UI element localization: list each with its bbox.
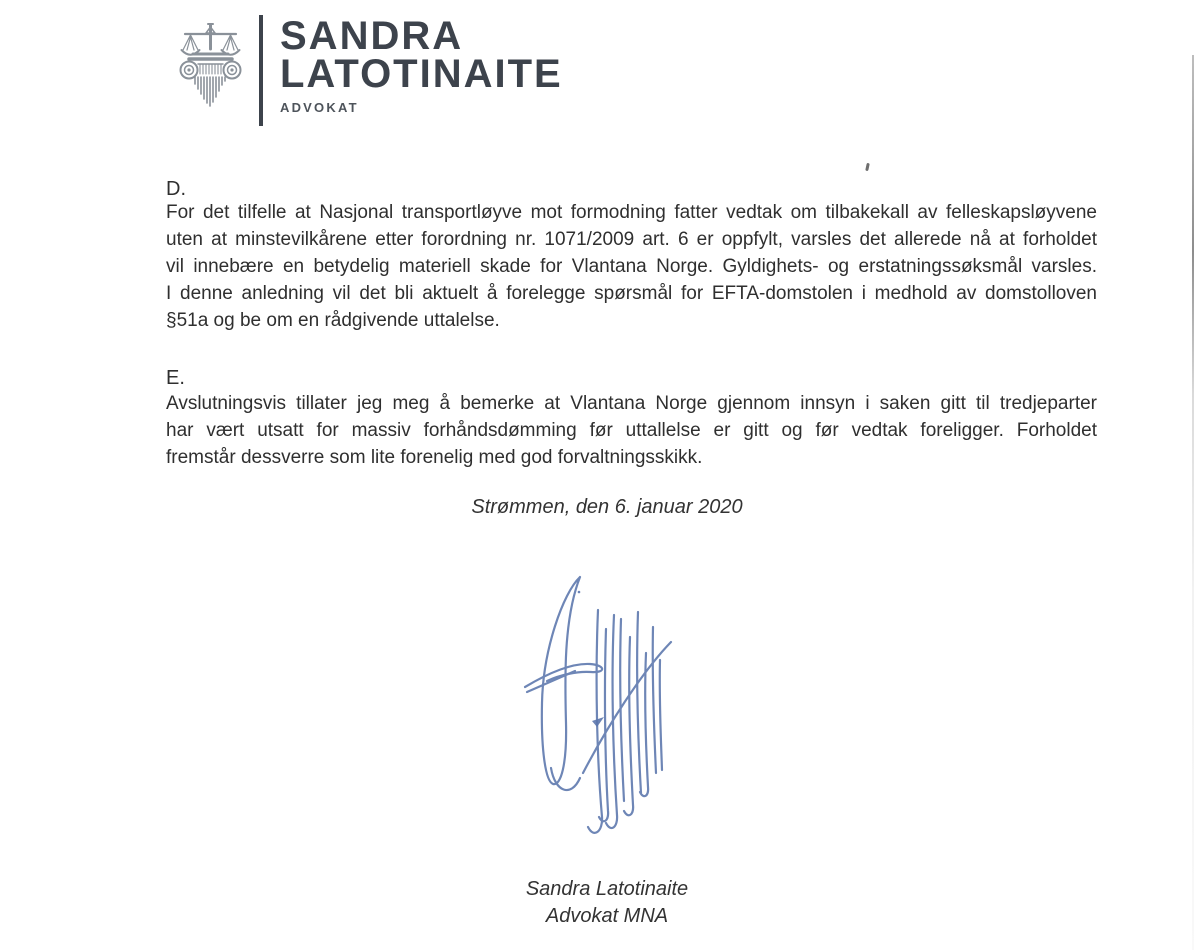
place-and-date-line: Strømmen, den 6. januar 2020 — [471, 496, 743, 518]
signer-name: Sandra Latotinaite — [525, 878, 689, 900]
handwritten-signature-icon — [495, 565, 725, 855]
section-e-paragraph — [166, 390, 1097, 471]
paragraph-line: vil innebære en betydelig materiell skade for Vlantana Norge. Gyldighets- og erstatningssøksmål varsles. — [166, 256, 1097, 277]
logo-divider — [259, 15, 263, 126]
logo-title-line1: SANDRA — [280, 14, 464, 58]
paragraph-line: For det tilfelle at Nasjonal transportløyve mot formodning fatter vedtak om tilbakekall av felleskapsløyvene — [166, 202, 1097, 223]
scan-edge-line — [1192, 55, 1194, 950]
scales-of-justice-icon — [178, 22, 243, 108]
section-e-label: E. — [166, 367, 185, 389]
paragraph-line: uten at minstevilkårene etter forordning nr. 1071/2009 art. 6 er oppfylt, varsles det allerede nå at forholdet — [166, 229, 1097, 250]
paragraph-line: Avslutningsvis tillater jeg meg å bemerke at Vlantana Norge gjennom innsyn i saken gitt til tredjeparter — [166, 393, 1097, 414]
paragraph-line: fremstår dessverre som lite forenelig med god forvaltningsskikk. — [166, 447, 703, 468]
signer-title: Advokat MNA — [545, 905, 669, 927]
scan-speck — [865, 163, 870, 171]
logo-title-line2: LATOTINAITE — [280, 52, 563, 96]
paragraph-line: har vært utsatt for massiv forhåndsdømming før uttallelse er gitt og før vedtak foreligger. Forholdet — [166, 420, 1097, 441]
paragraph-line: I denne anledning vil det bli aktuelt å forelegge spørsmål for EFTA-domstolen i medhold av domstolloven — [166, 283, 1097, 304]
logo-subtitle: ADVOKAT — [280, 100, 359, 115]
section-d-paragraph — [166, 199, 1097, 334]
logo-text — [280, 14, 563, 115]
signature-block — [407, 876, 807, 930]
section-d-label: D. — [166, 178, 186, 200]
paragraph-line: §51a og be om en rådgivende uttalelse. — [166, 310, 500, 331]
